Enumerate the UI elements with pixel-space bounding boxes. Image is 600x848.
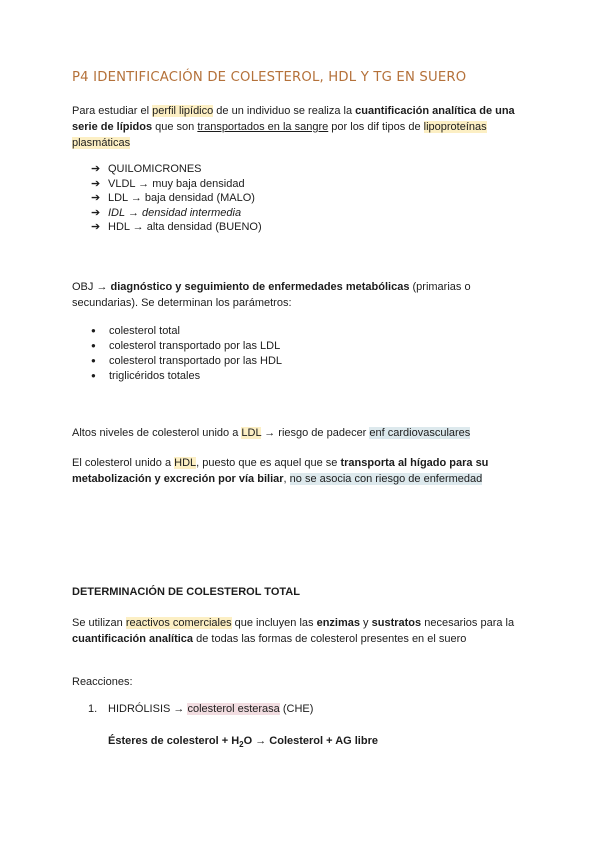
list-item [91,323,282,338]
list-item-text: colesterol transportado por las LDL [109,340,281,352]
list-item-text: colesterol total [109,325,180,337]
ldl-highlight: LDL [241,427,262,439]
ldl-note-paragraph [72,425,532,441]
arrow-bullet-icon: ➔ [91,221,101,234]
intro-text-3: que son [152,121,198,133]
reaction-text-1: HIDRÓLISIS → [108,703,188,715]
list-item [91,368,282,383]
method-text-5: de todas las formas de colesterol presentes en el suero [193,633,467,645]
list-item-text: LDL → baja densidad (MALO) [108,192,255,205]
list-item-text: IDL → densidad intermedia [108,206,242,219]
method-text-2: que incluyen las [231,617,317,629]
method-text-3: y [360,617,372,629]
enzimas-bold: enzimas [316,617,360,629]
equation-part-b: O → Colesterol + AG libre [243,735,378,747]
intro-paragraph [72,103,532,151]
list-item [91,191,262,206]
arrow-bullet-icon: ➔ [91,163,101,175]
reactivos-highlight: reactivos comerciales [125,617,232,629]
equation-part-a: Ésteres de colesterol + H [108,735,240,747]
intro-underline-transportados: transportados en la sangre [197,121,329,133]
arrow-bullet-icon: ➔ [91,192,101,205]
hdl-highlight: HDL [174,457,197,469]
list-item-text: VLDL → muy baja densidad [108,177,245,190]
sustratos-bold: sustratos [371,617,422,629]
list-item-text: colesterol transportado por las HDL [109,355,283,367]
arrow-bullet-icon: ➔ [91,177,101,190]
objective-text-1: OBJ → [72,281,111,293]
esterasa-highlight: colesterol esterasa [187,703,280,715]
item-number: 1. [88,703,98,715]
parameter-list [91,323,282,383]
reaction-item-1 [88,703,313,715]
intro-highlight-lipoproteinas: lipoproteínas plasmáticas [72,121,487,149]
list-item [91,206,262,221]
list-item [91,177,262,192]
list-item-text: triglicéridos totales [109,370,201,382]
intro-text-4: por los dif tipos de [328,121,424,133]
reactions-label: Reacciones: [72,676,133,688]
page-title: P4 IDENTIFICACIÓN DE COLESTEROL, HDL Y TG EN SUERO [72,70,467,85]
reaction-text-2: (CHE) [279,703,314,715]
list-item [91,162,262,177]
method-text-1: Se utilizan [72,617,126,629]
list-item [91,220,262,235]
ldl-text-2: → riesgo de padecer [261,427,370,439]
intro-bold-cuantificacion: cuantificación analítica de una serie de lípidos [72,105,515,133]
hdl-note-paragraph [72,455,532,487]
dot-bullet-icon: ● [91,356,96,365]
hdl-text-2: , puesto que es aquel que se [196,457,341,469]
no-risk-highlight: no se asocia con riesgo de enfermedad [289,473,483,485]
cardiovascular-highlight: enf cardiovasculares [369,427,471,439]
list-item-text: QUILOMICRONES [108,163,202,175]
list-item [91,338,282,353]
section-heading: DETERMINACIÓN DE COLESTEROL TOTAL [72,586,300,598]
objective-bold: diagnóstico y seguimiento de enfermedades metabólicas [110,281,410,293]
reaction-equation [108,735,378,749]
list-item-text: HDL → alta densidad (BUENO) [108,221,262,234]
method-paragraph [72,615,532,647]
ldl-text-1: Altos niveles de colesterol unido a [72,427,242,439]
objective-paragraph [72,279,532,311]
intro-text-1: Para estudiar el [72,105,153,117]
dot-bullet-icon: ● [91,341,96,350]
hdl-bold: transporta al hígado para su metabolización y excreción por vía biliar [72,457,489,485]
intro-text-2: de un individuo se realiza la [213,105,356,117]
method-text-4: necesarios para la [421,617,515,629]
objective-text-2: (primarias o secundarias). Se determinan los parámetros: [72,281,471,309]
hdl-text-1: El colesterol unido a [72,457,175,469]
lipoprotein-list [91,162,262,235]
hdl-text-3: , [283,473,290,485]
cuantificacion-bold: cuantificación analítica [72,633,194,645]
arrow-bullet-icon: ➔ [91,206,101,219]
list-item [91,353,282,368]
equation-subscript: 2 [239,740,244,750]
dot-bullet-icon: ● [91,371,96,380]
intro-highlight-perfil: perfil lipídico [152,105,214,117]
dot-bullet-icon: ● [91,326,96,335]
